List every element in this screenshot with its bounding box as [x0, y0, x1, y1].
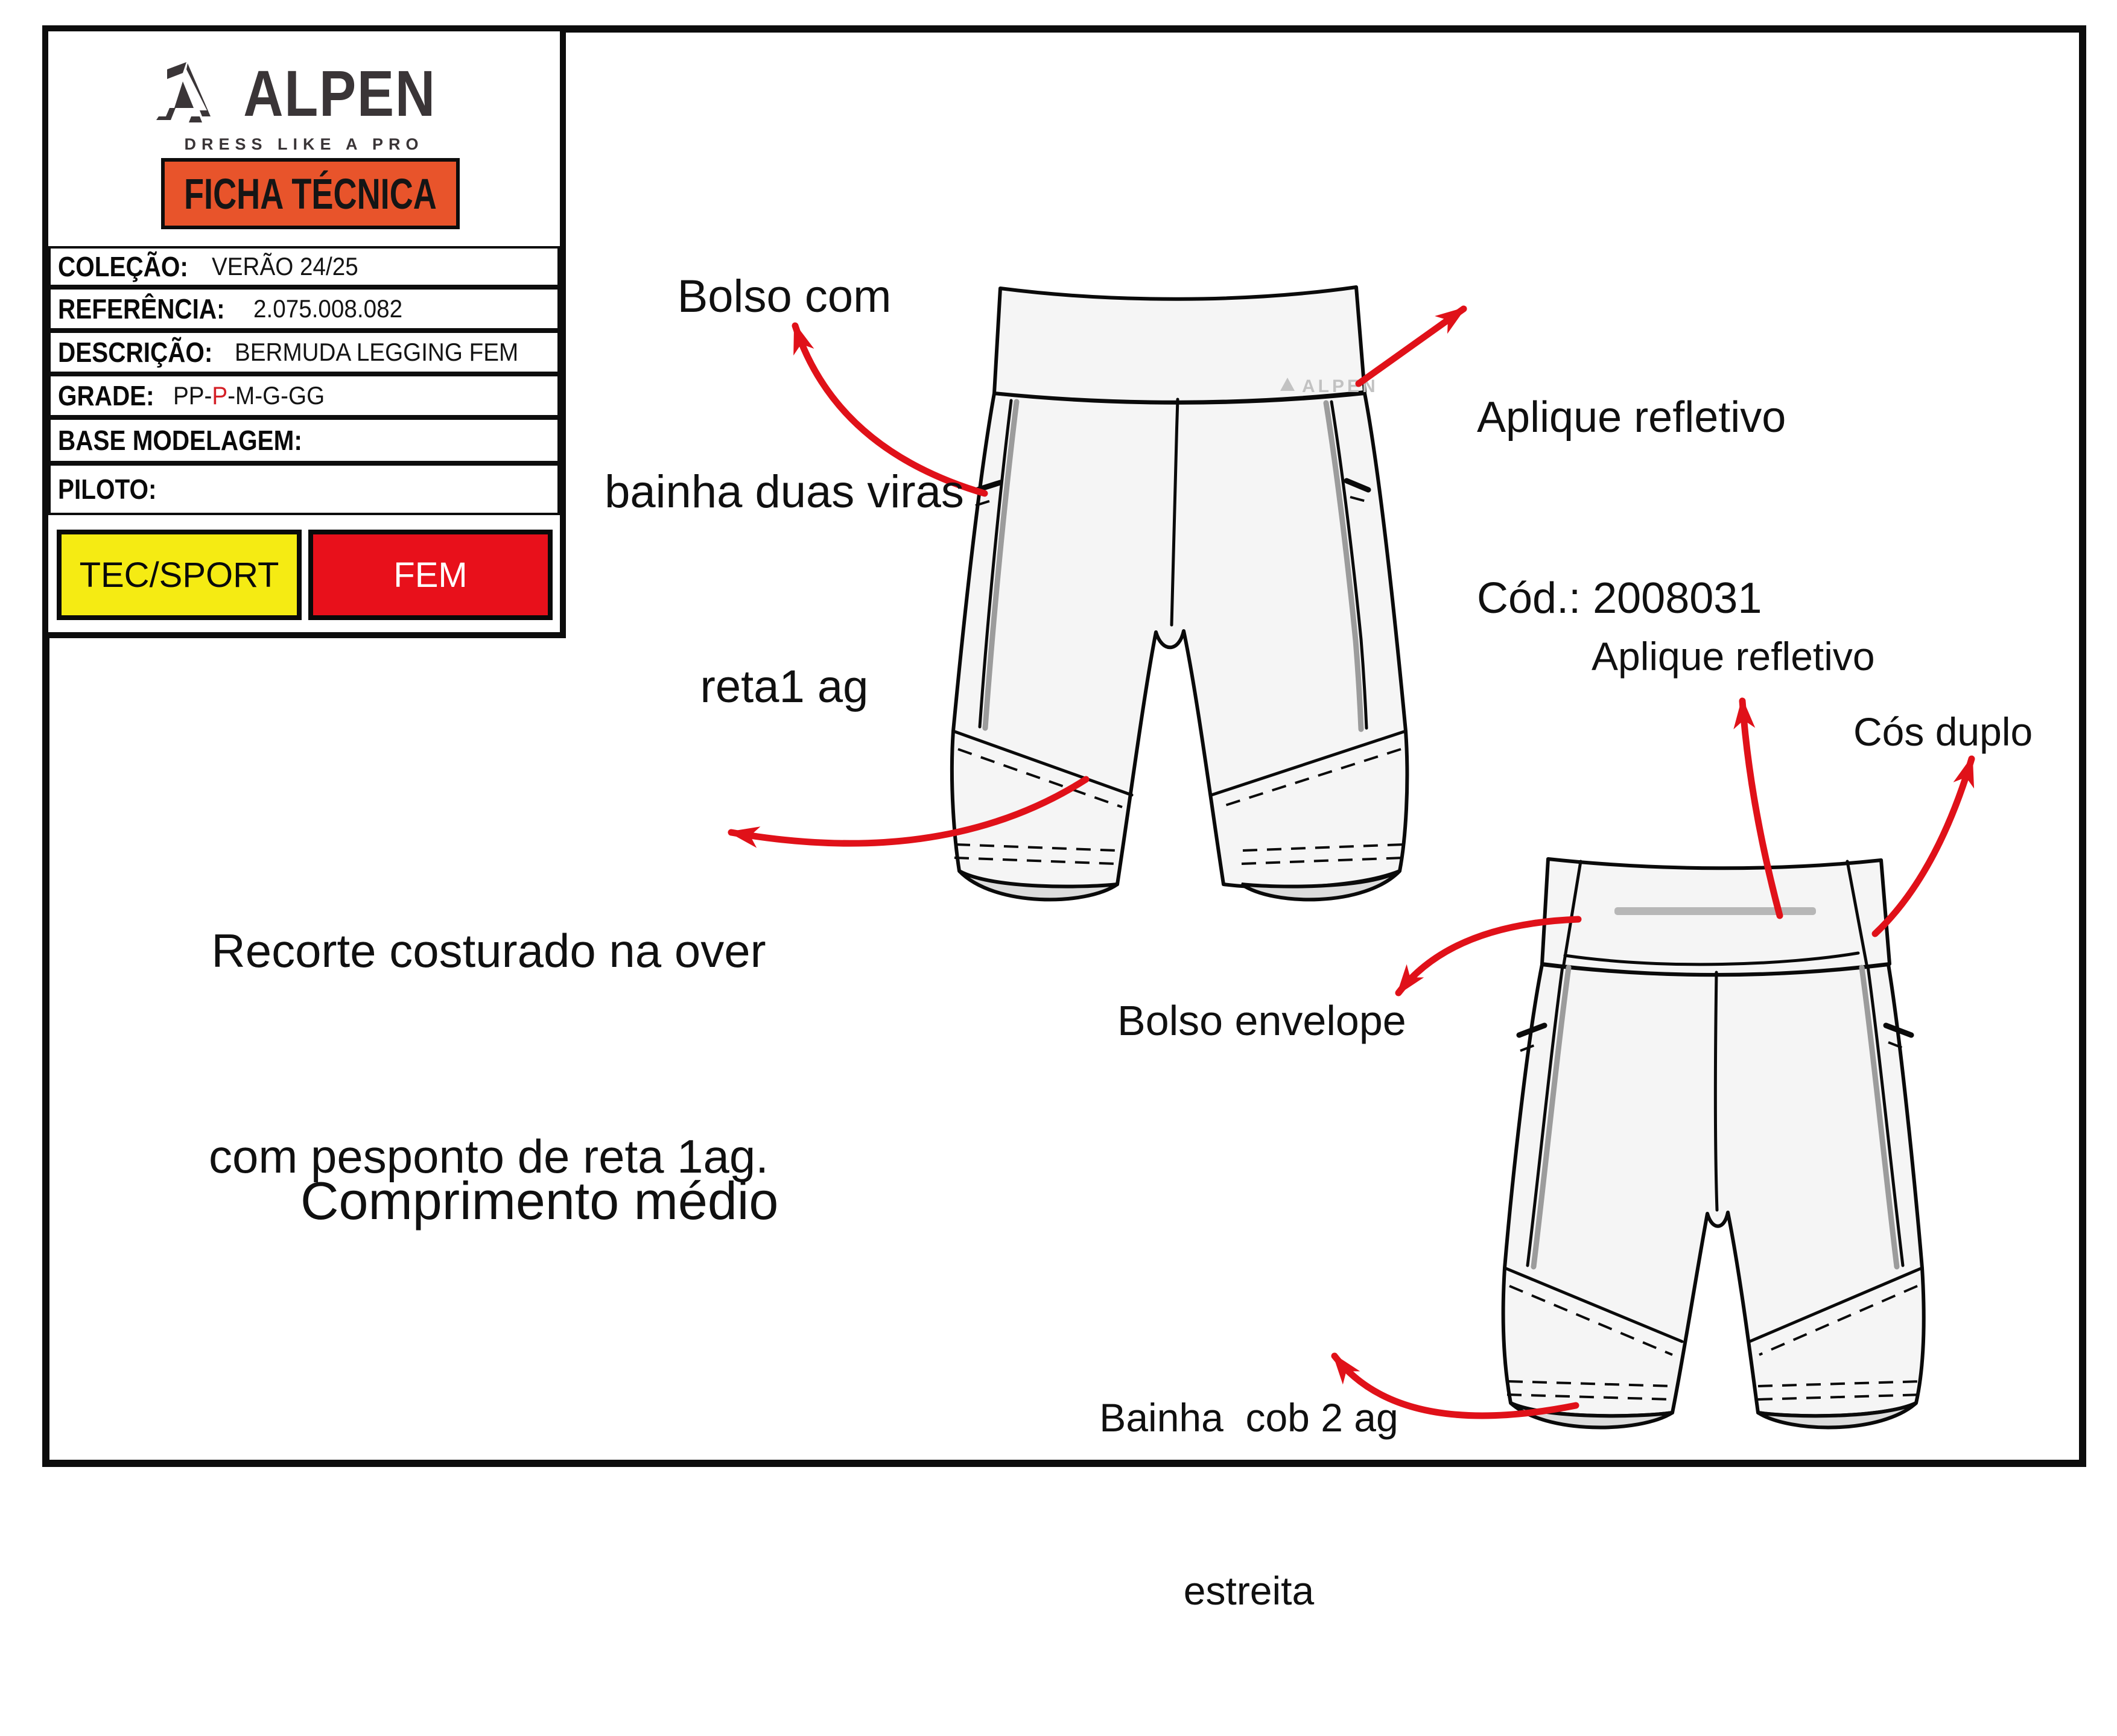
grade-pre: PP- — [173, 381, 212, 410]
brand-tagline: DRESS LIKE A PRO — [184, 135, 424, 153]
annotation-line: Aplique refletivo — [1477, 393, 1786, 442]
spec-label: REFERÊNCIA: — [58, 293, 225, 325]
tag-tec-sport-label: TEC/SPORT — [79, 555, 279, 595]
annotation-line: Bainha cob 2 ag — [1099, 1395, 1398, 1440]
annotation-comprimento: Comprimento médio — [300, 1171, 779, 1231]
annotation-cos-duplo: Cós duplo — [1853, 709, 2033, 754]
spec-value: VERÃO 24/25 — [212, 252, 359, 280]
brand-name: ALPEN — [243, 57, 436, 130]
spec-value: BERMUDA LEGGING FEM — [235, 338, 519, 366]
spec-value: 2.075.008.082 — [253, 294, 403, 323]
annotation-bainha — [1074, 1274, 1424, 1736]
annotation-bolso-envelope: Bolso envelope — [1117, 997, 1406, 1044]
grade-highlight: P — [212, 381, 228, 410]
annotation-recorte — [163, 779, 814, 1329]
annotation-line: bainha duas viras — [605, 466, 964, 518]
annotation-aplique-back: Aplique refletivo — [1592, 634, 1875, 679]
annotation-line: Bolso com — [677, 270, 892, 322]
waistband-logo-text: ALPEN — [1302, 376, 1379, 396]
reflective-strip — [1614, 907, 1816, 915]
annotation-line: estreita — [1183, 1568, 1315, 1614]
arrow-cos-duplo — [1875, 759, 1972, 934]
spec-label: GRADE: — [58, 380, 154, 411]
spec-label: DESCRIÇÃO: — [58, 337, 213, 368]
annotation-line: Cód.: 2008031 — [1477, 574, 1762, 623]
sheet-title: FICHA TÉCNICA — [184, 169, 437, 218]
arrow-aplique-front — [1359, 309, 1464, 384]
grade-post: -M-G-GG — [227, 381, 325, 410]
spec-label: COLEÇÃO: — [58, 251, 188, 282]
annotation-line: Recorte costurado na over — [211, 923, 766, 977]
tag-fem-label: FEM — [393, 555, 468, 595]
annotation-line: reta1 ag — [700, 661, 869, 713]
spec-label: PILOTO: — [58, 474, 157, 505]
front-view-drawing — [952, 287, 1407, 899]
annotation-bolso-front — [567, 134, 1001, 850]
back-view-drawing — [1503, 859, 1924, 1427]
spec-label: BASE MODELAGEM: — [58, 425, 302, 456]
annotation-line: com pesponto de reta 1ag. — [209, 1130, 769, 1183]
